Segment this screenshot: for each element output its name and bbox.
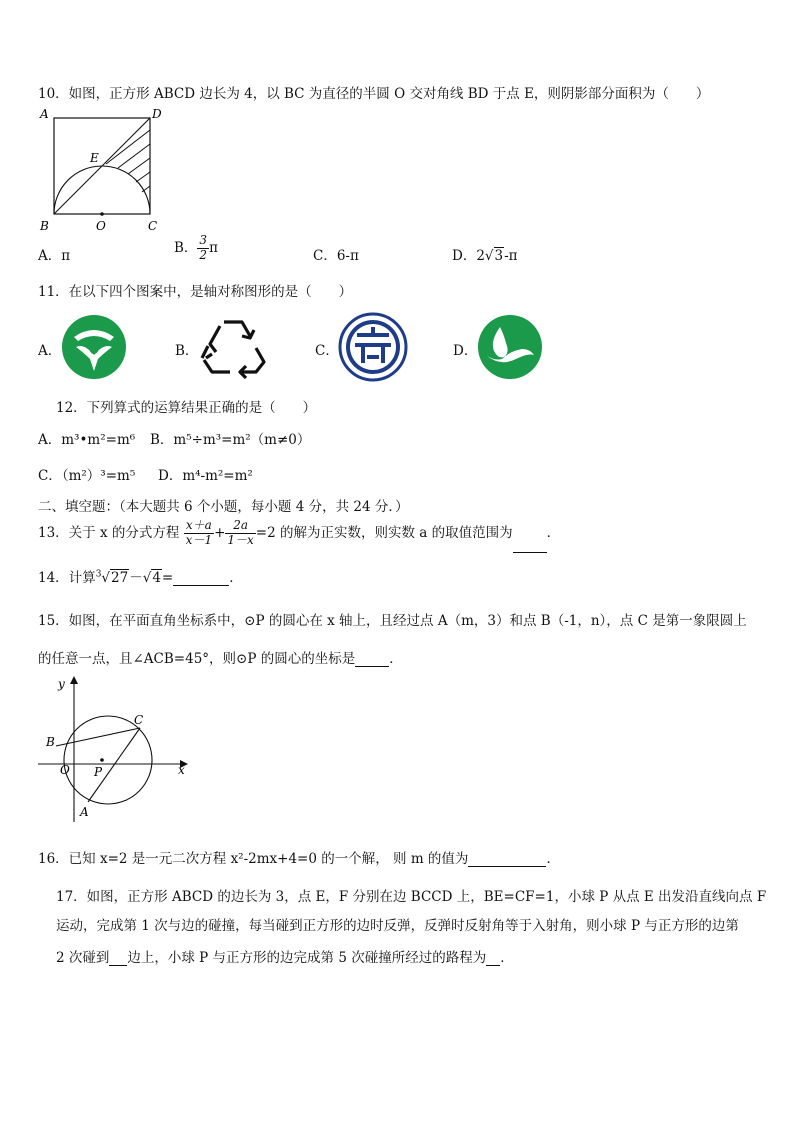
label-B: B — [46, 735, 55, 749]
label-C: C — [134, 713, 144, 727]
q12-option-b: B．m⁵÷m³=m²（m≠0） — [150, 432, 311, 448]
q11-option-d: D． — [453, 343, 478, 359]
q17-answer-blank-2 — [486, 951, 500, 966]
q17-answer-blank-1 — [109, 951, 127, 966]
water-drop-logo-icon — [476, 313, 544, 381]
label-A: A — [40, 107, 49, 121]
label-B: B — [40, 219, 49, 233]
label-x: x — [178, 763, 185, 777]
q14-text: 14．计算$^3$√27－√4= ． — [38, 569, 243, 586]
label-y: y — [58, 677, 65, 691]
q10-option-d: D．2√3-π — [452, 248, 518, 264]
q16-text: 16．已知 x=2 是一元二次方程 x²-2mx+4=0 的一个解， 则 m 的值为 ． — [38, 851, 560, 867]
q11-stem: 11．在以下四个图案中，是轴对称图形的是（ ） — [38, 284, 353, 300]
q16-answer-blank — [468, 852, 546, 867]
q17-line3: 2 次碰到 边上，小球 P 与正方形的边完成第 5 次碰撞所经过的路程为 ． — [56, 950, 514, 966]
q15-answer-blank — [355, 652, 389, 667]
q13-text: 13．关于 x 的分式方程 $\frac{x+a}{x-1}$ + $\frac{2a}{1-x}$ =2 的解为正实数，则实数 a 的取值范围为 ． — [38, 513, 560, 553]
q10-option-a: A．π — [38, 248, 71, 264]
q10-option-c: C．6-π — [313, 248, 359, 264]
navy-circle-emblem-icon — [337, 311, 409, 383]
q11-option-b: B． — [175, 343, 199, 359]
label-E: E — [90, 151, 99, 165]
q10-figure — [36, 106, 166, 234]
section-title: 二、填空题：（本大题共 6 个小题，每小题 4 分，共 24 分．） — [38, 499, 409, 515]
q15-line1: 15．如图，在平面直角坐标系中，⊙P 的圆心在 x 轴上，且经过点 A（m，3）和点 B（-1，n），点 C 是第一象限圆上 — [38, 613, 747, 629]
q10-stem: 10．如图，正方形 ABCD 边长为 4，以 BC 为直径的半圆 O 交对角线 BD 于点 E，则阴影部分面积为（ ） — [38, 86, 710, 102]
q11-option-c: C． — [315, 343, 339, 359]
label-A: A — [80, 805, 89, 819]
q17-line2: 运动，完成第 1 次与边的碰撞，每当碰到正方形的边时反弹，反弹时反射角等于入射角，则小球 P 与正方形的边第 — [56, 918, 739, 934]
q13-answer-blank — [513, 538, 547, 553]
label-C: C — [148, 219, 158, 233]
green-leaf-logo-icon — [60, 313, 128, 381]
q12-option-d: D．m⁴-m²=m² — [158, 468, 253, 484]
q12-option-c: C．（m²）³=m⁵ — [38, 468, 136, 484]
label-P: P — [94, 765, 103, 779]
label-D: D — [152, 107, 162, 121]
q11-option-a: A． — [38, 343, 62, 359]
q17-line1: 17．如图，正方形 ABCD 的边长为 3，点 E，F 分别在边 BCCD 上，BE=CF=1，小球 P 从点 E 出发沿直线向点 F — [56, 889, 767, 905]
q10-option-b: B． $\frac{3}{2}$ π — [174, 233, 218, 262]
recycle-icon — [198, 314, 268, 380]
q15-line2: 的任意一点，且∠ACB=45°，则⊙P 的圆心的坐标是 ． — [38, 651, 403, 667]
q12-stem: 12．下列算式的运算结果正确的是（ ） — [56, 400, 317, 416]
q12-option-a: A．m³•m²=m⁶ — [38, 432, 136, 448]
q14-answer-blank — [173, 571, 229, 586]
label-O: O — [60, 763, 70, 777]
q15-figure — [36, 674, 196, 824]
label-O: O — [96, 219, 106, 233]
